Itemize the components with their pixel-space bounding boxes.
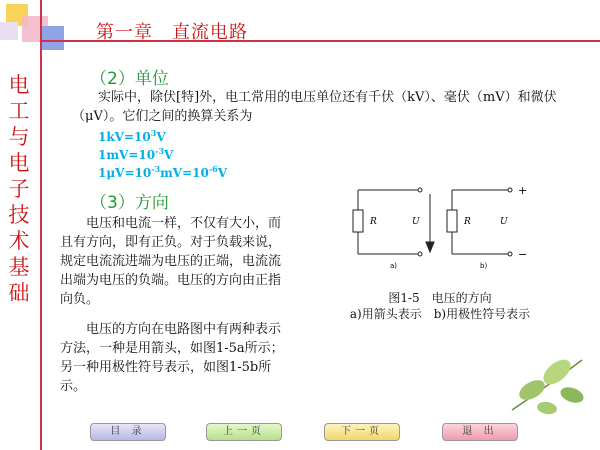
exit-button[interactable]: 退 出 xyxy=(442,423,518,441)
voltage-label-a: U xyxy=(412,217,420,227)
formula-mv: $1mV=10^{-3}V$ xyxy=(98,146,174,162)
section-direction-heading: （3）方向 xyxy=(90,193,169,213)
toc-button[interactable]: 目 录 xyxy=(90,423,166,441)
minus-sign: − xyxy=(518,248,528,261)
section-unit-heading: （2）单位 xyxy=(90,69,169,89)
side-title: 电 工 与 电 子 技 术 基 础 xyxy=(8,73,30,305)
leaf-decoration xyxy=(502,350,592,420)
figure-label-b: b) xyxy=(480,262,488,270)
resistor-label-b: R xyxy=(464,217,471,227)
section-unit-text: 实际中，除伏[特]外，电工常用的电压单位还有千伏（kV）、毫伏（mV）和微伏（μV）。它们之间的换算关系为 xyxy=(72,90,557,124)
formula-uv: $1\mu V=10^{-3}mV=10^{-6}V$ xyxy=(98,164,228,180)
resistor-label-a: R xyxy=(370,217,377,227)
plus-sign: + xyxy=(518,184,528,197)
figure-label-a: a) xyxy=(390,262,398,270)
figure-caption: 图1-5 电压的方向 a)用箭头表示 b)用极性符号表示 xyxy=(349,291,531,321)
figure-circuit xyxy=(340,182,540,274)
prev-page-button[interactable]: 上一页 xyxy=(206,423,282,441)
next-page-button[interactable]: 下一页 xyxy=(324,423,400,441)
section-direction-para1: 电压和电流一样，不仅有大小，而且有方向，即有正负。对于负载来说，规定电流流进端为电压的正端，电流流出端为电压的负端。电压的方向由正指向负。 xyxy=(60,216,282,307)
side-rule xyxy=(40,0,42,450)
chapter-title: 第一章 直流电路 xyxy=(96,22,248,43)
voltage-label-b: U xyxy=(500,217,508,227)
section-direction-para2: 电压的方向在电路图中有两种表示方法，一种是用箭头，如图1-5a所示；另一种用极性符号表示，如图1-5b所示。 xyxy=(60,322,284,394)
formula-kv: $1kV=10^3V$ xyxy=(98,128,166,144)
